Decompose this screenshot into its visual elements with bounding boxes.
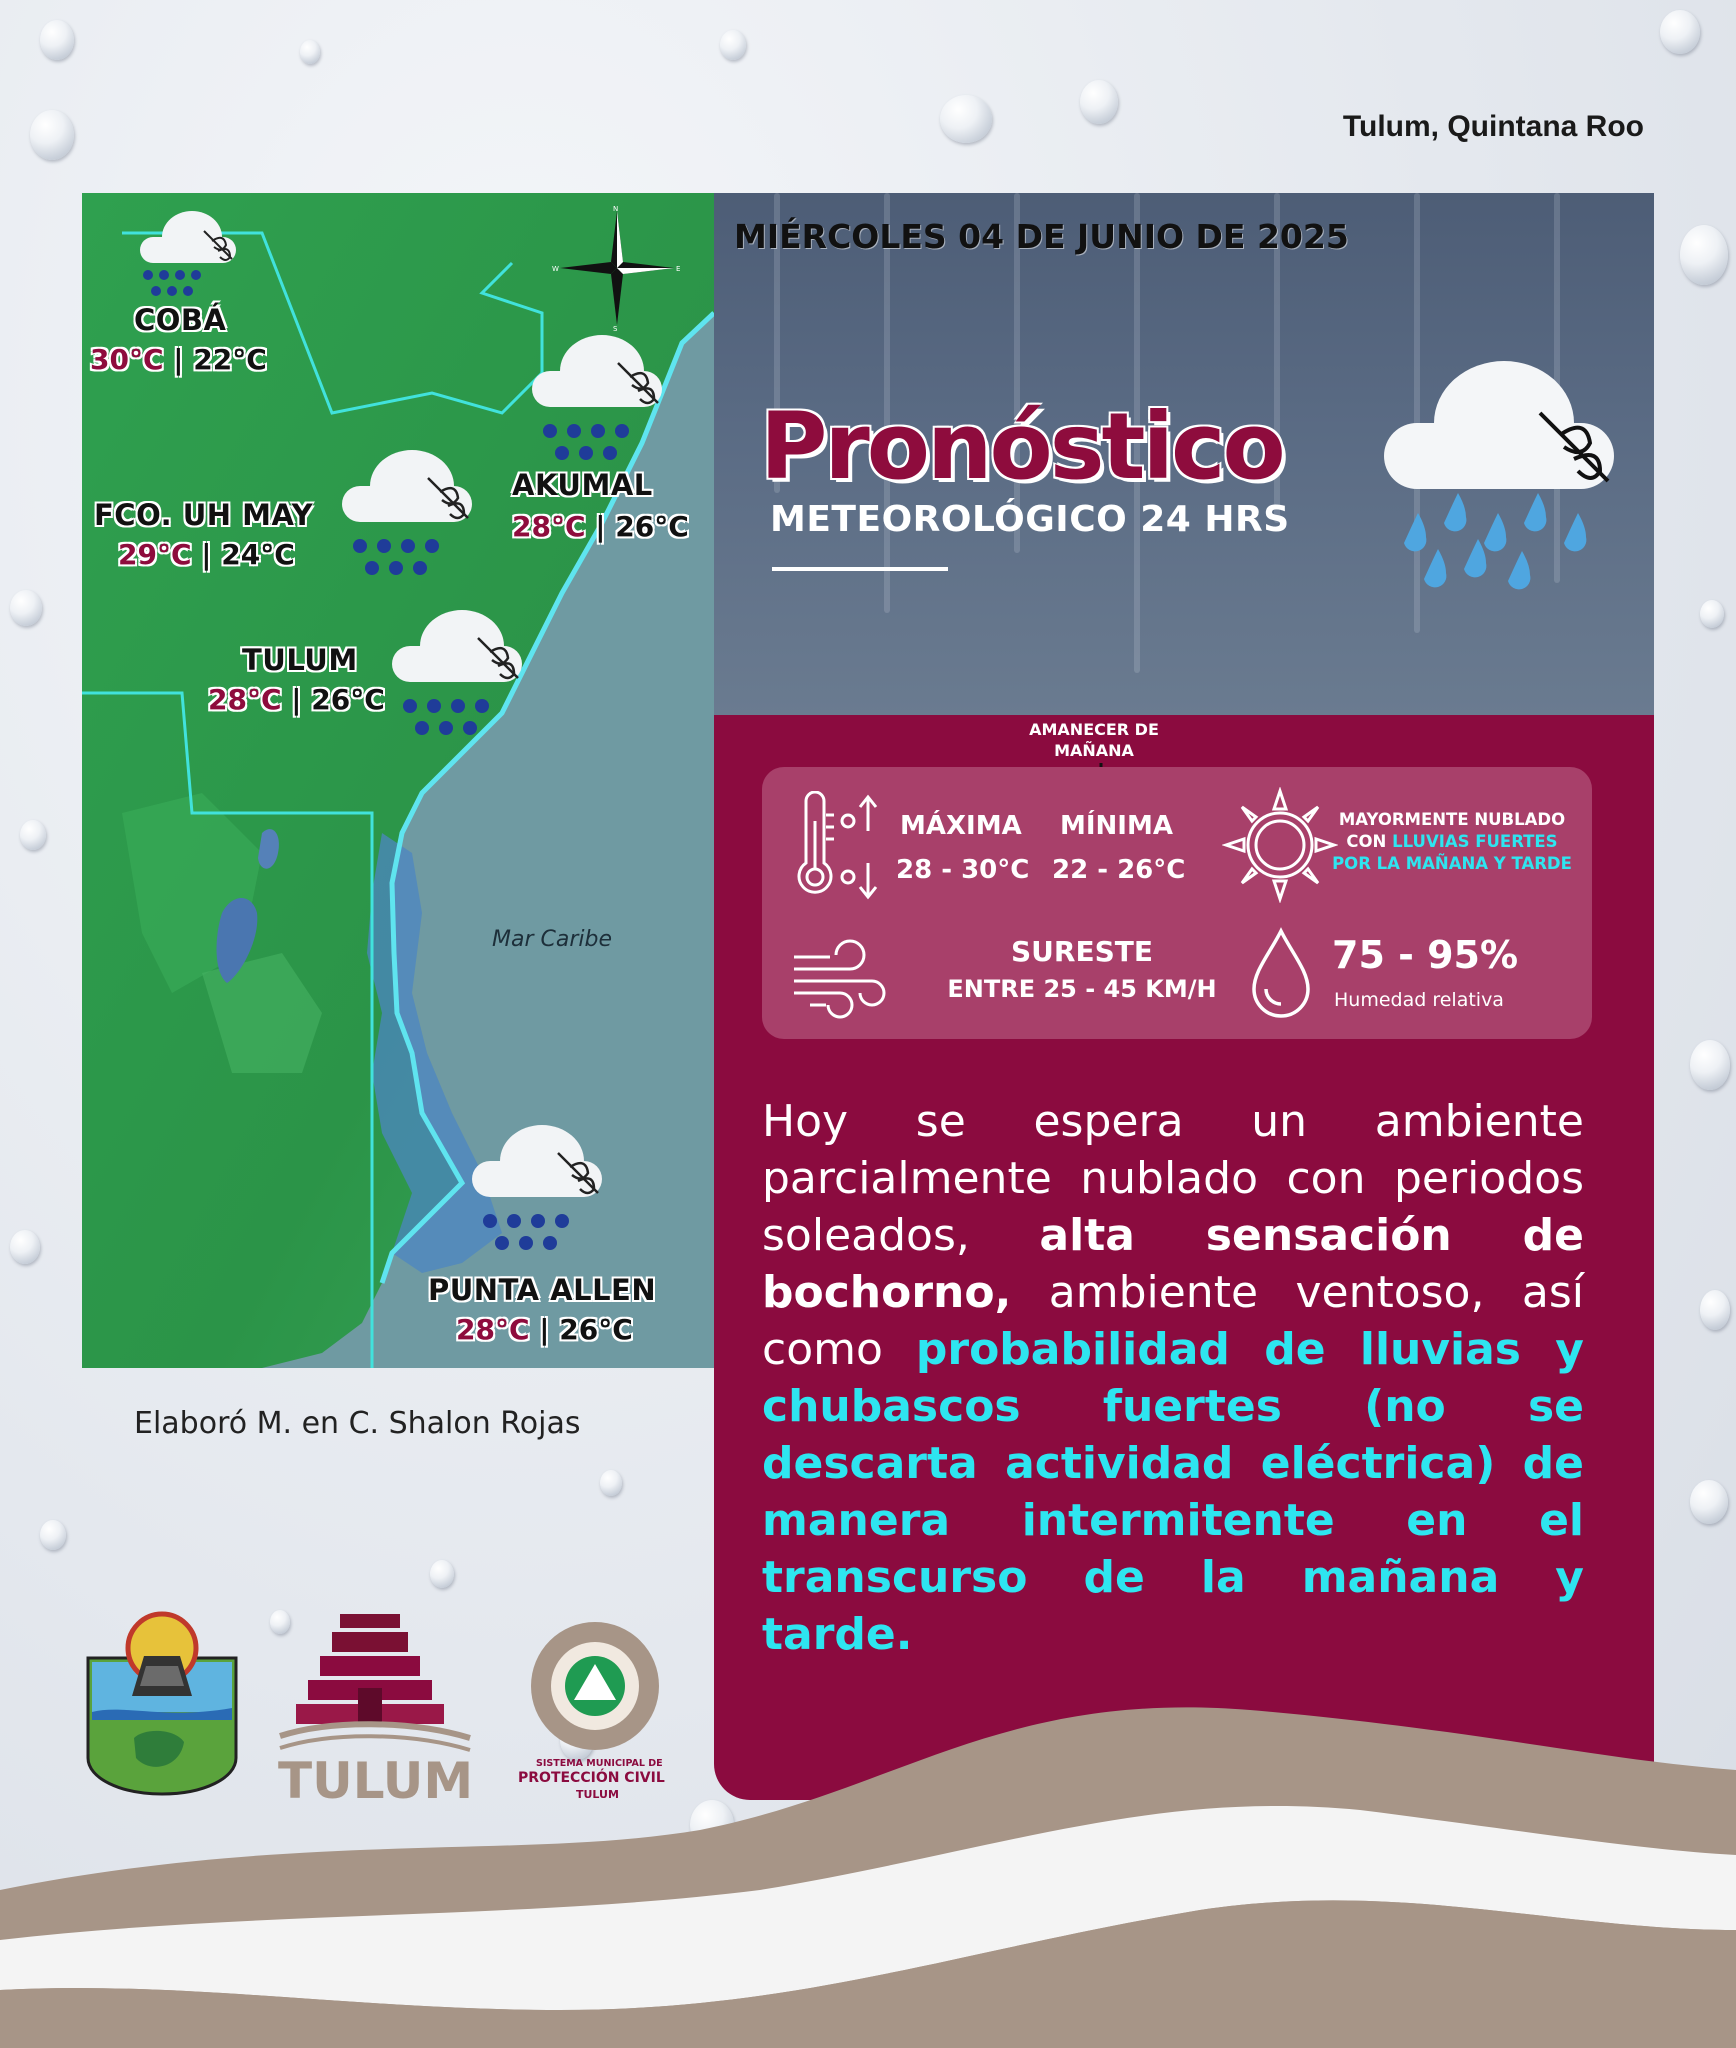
place-min-temp: 22°C xyxy=(193,343,267,376)
forecast-panel xyxy=(714,715,1654,1800)
cloud-rain-wind-icon xyxy=(462,1113,632,1263)
temp-separator: | xyxy=(539,1313,550,1346)
temp-separator: | xyxy=(201,538,212,571)
humidity-value: 75 - 95% xyxy=(1332,933,1519,977)
forecast-text-bold: alta sensación de bochorno, xyxy=(762,1210,1584,1318)
title-underline xyxy=(772,567,948,571)
max-temp-value: 28 - 30°C xyxy=(896,855,1030,885)
cloud-rain-wind-icon xyxy=(332,438,502,588)
place-temps-fco-uh-may xyxy=(118,538,295,571)
condition-prefix: CON xyxy=(1346,832,1393,851)
sun-icon xyxy=(1222,787,1338,903)
place-max-temp: 28°C xyxy=(512,510,586,543)
compass-rose-icon xyxy=(552,203,682,333)
compass-n: N xyxy=(613,205,619,213)
place-temps-punta-allen xyxy=(456,1313,633,1346)
place-max-temp: 30°C xyxy=(90,343,164,376)
place-max-temp: 28°C xyxy=(456,1313,530,1346)
place-max-temp: 28°C xyxy=(208,683,282,716)
sunrise-note xyxy=(1024,719,1164,761)
temp-separator: | xyxy=(291,683,302,716)
max-temp-label: MÁXIMA xyxy=(900,811,1022,841)
place-temps-coba xyxy=(90,343,267,376)
temp-separator: | xyxy=(173,343,184,376)
wind-icon xyxy=(790,935,890,1023)
min-temp-value: 22 - 26°C xyxy=(1052,855,1186,885)
decorative-wave xyxy=(0,1680,1736,2048)
cloud-rain-wind-icon xyxy=(132,203,252,303)
civil-protection-line2: PROTECCIÓN CIVIL xyxy=(518,1770,665,1786)
thermometer-icon xyxy=(790,791,882,903)
condition-line1: MAYORMENTE NUBLADO xyxy=(1338,810,1566,829)
place-temps-tulum xyxy=(208,683,385,716)
civil-protection-logo xyxy=(510,1608,680,1808)
place-name-fco-uh-may: FCO. UH MAY xyxy=(94,498,314,532)
condition-line2 xyxy=(1322,831,1582,853)
water-drop-icon xyxy=(1248,927,1314,1021)
wind-direction: SURESTE xyxy=(1011,935,1153,968)
place-name-akumal: AKUMAL xyxy=(512,468,653,502)
sunrise-note-line1: AMANECER DE xyxy=(1029,720,1159,739)
condition-line3: POR LA MAÑANA Y TARDE xyxy=(1332,854,1572,873)
cloud-rain-wind-icon xyxy=(1364,343,1644,603)
location-label: Tulum, Quintana Roo xyxy=(1342,110,1644,143)
place-name-tulum: TULUM xyxy=(242,643,358,677)
forecast-text-highlight: probabilidad de lluvias y chubascos fuertes (no se descarta actividad eléctrica) de manera intermitente en el transcurso de la mañana y tarde. xyxy=(762,1324,1584,1660)
place-min-temp: 26°C xyxy=(615,510,689,543)
forecast-date: MIÉRCOLES 04 DE JUNIO DE 2025 xyxy=(734,217,1349,256)
page-subtitle: METEOROLÓGICO 24 HRS xyxy=(770,499,1290,540)
temp-separator: | xyxy=(595,510,606,543)
sunrise-note-line2: MAÑANA xyxy=(1054,741,1134,760)
sea-label: Mar Caribe xyxy=(492,927,613,952)
place-name-punta-allen: PUNTA ALLEN xyxy=(428,1273,657,1307)
place-min-temp: 26°C xyxy=(559,1313,633,1346)
humidity-label: Humedad relativa xyxy=(1334,989,1504,1011)
civil-protection-line3: TULUM xyxy=(576,1788,619,1801)
cloud-rain-wind-icon xyxy=(522,323,692,473)
tulum-municipality-logo xyxy=(270,1608,480,1808)
place-min-temp: 24°C xyxy=(221,538,295,571)
tulum-logo-text: TULUM xyxy=(278,1752,474,1808)
condition-highlight: LLUVIAS FUERTES xyxy=(1392,832,1558,851)
place-name-coba: COBÁ xyxy=(134,303,227,337)
author-credit: Elaboró M. en C. Shalon Rojas xyxy=(134,1406,581,1441)
min-temp-label: MÍNIMA xyxy=(1060,811,1173,841)
compass-s: S xyxy=(613,325,618,333)
compass-e: E xyxy=(676,265,681,273)
wind-speed: ENTRE 25 - 45 KM/H xyxy=(947,975,1217,1003)
quintana-roo-shield-logo xyxy=(84,1608,240,1796)
place-max-temp: 29°C xyxy=(118,538,192,571)
compass-w: W xyxy=(552,265,559,273)
page-title: Pronóstico xyxy=(760,393,1283,500)
civil-protection-line1: SISTEMA MUNICIPAL DE xyxy=(536,1758,663,1769)
stats-card xyxy=(762,767,1592,1039)
forecast-map xyxy=(82,193,714,1368)
hero-banner xyxy=(714,193,1654,715)
cloud-rain-wind-icon xyxy=(382,598,552,748)
sky-condition xyxy=(1322,809,1582,875)
place-temps-akumal xyxy=(512,510,689,543)
place-min-temp: 26°C xyxy=(311,683,385,716)
forecast-text xyxy=(762,1093,1584,1663)
forecast-text-part2: ambiente ventoso, así como xyxy=(762,1267,1584,1375)
forecast-text-part1: Hoy se espera un ambiente parcialmente nublado con periodos soleados, xyxy=(762,1096,1584,1261)
